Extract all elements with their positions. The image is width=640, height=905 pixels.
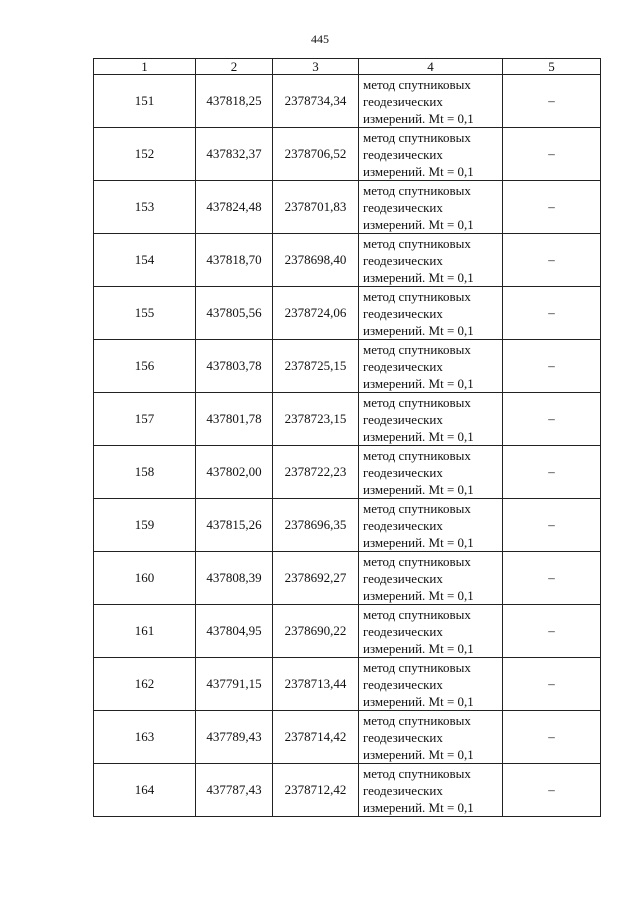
method-cell: [359, 181, 503, 234]
x-coordinate-cell: 437789,43: [196, 711, 273, 764]
method-line: метод спутниковых: [363, 448, 471, 463]
method-line: метод спутниковых: [363, 77, 471, 92]
method-line: метод спутниковых: [363, 766, 471, 781]
table-row: [94, 181, 601, 234]
y-coordinate-cell: 2378724,06: [273, 287, 359, 340]
method-line: измерений. Mt = 0,1: [363, 270, 474, 285]
point-number-cell: 152: [94, 128, 196, 181]
method-line: метод спутниковых: [363, 183, 471, 198]
method-line: геодезических: [363, 571, 443, 586]
x-coordinate-cell: 437805,56: [196, 287, 273, 340]
method-line: метод спутниковых: [363, 501, 471, 516]
method-line: геодезических: [363, 147, 443, 162]
note-cell: –: [503, 552, 601, 605]
method-line: измерений. Mt = 0,1: [363, 429, 474, 444]
point-number-cell: 156: [94, 340, 196, 393]
method-line: метод спутниковых: [363, 395, 471, 410]
point-number-cell: 161: [94, 605, 196, 658]
point-number-cell: 155: [94, 287, 196, 340]
table-row: [94, 711, 601, 764]
method-line: метод спутниковых: [363, 342, 471, 357]
method-line: геодезических: [363, 624, 443, 639]
method-line: геодезических: [363, 306, 443, 321]
method-line: геодезических: [363, 253, 443, 268]
x-coordinate-cell: 437815,26: [196, 499, 273, 552]
method-line: метод спутниковых: [363, 554, 471, 569]
table-row: [94, 552, 601, 605]
table-row: [94, 287, 601, 340]
note-cell: –: [503, 128, 601, 181]
method-line: геодезических: [363, 730, 443, 745]
y-coordinate-cell: 2378713,44: [273, 658, 359, 711]
point-number-cell: 154: [94, 234, 196, 287]
point-number-cell: 153: [94, 181, 196, 234]
table-header-row: [94, 59, 601, 75]
method-line: геодезических: [363, 465, 443, 480]
method-line: геодезических: [363, 518, 443, 533]
method-line: измерений. Mt = 0,1: [363, 800, 474, 815]
note-cell: –: [503, 181, 601, 234]
method-line: измерений. Mt = 0,1: [363, 217, 474, 232]
x-coordinate-cell: 437818,25: [196, 75, 273, 128]
column-header-3: 3: [273, 59, 359, 75]
x-coordinate-cell: 437832,37: [196, 128, 273, 181]
note-cell: –: [503, 393, 601, 446]
coordinates-table: [93, 58, 601, 817]
table-row: [94, 393, 601, 446]
method-line: геодезических: [363, 200, 443, 215]
method-cell: [359, 340, 503, 393]
method-line: измерений. Mt = 0,1: [363, 747, 474, 762]
x-coordinate-cell: 437824,48: [196, 181, 273, 234]
table-row: [94, 340, 601, 393]
x-coordinate-cell: 437803,78: [196, 340, 273, 393]
method-line: геодезических: [363, 783, 443, 798]
page-number: 445: [311, 32, 329, 46]
y-coordinate-cell: 2378725,15: [273, 340, 359, 393]
note-cell: –: [503, 499, 601, 552]
table-row: [94, 128, 601, 181]
y-coordinate-cell: 2378696,35: [273, 499, 359, 552]
method-cell: [359, 393, 503, 446]
method-cell: [359, 711, 503, 764]
table-row: [94, 234, 601, 287]
x-coordinate-cell: 437818,70: [196, 234, 273, 287]
method-line: измерений. Mt = 0,1: [363, 376, 474, 391]
method-cell: [359, 234, 503, 287]
x-coordinate-cell: 437787,43: [196, 764, 273, 817]
table-body: [94, 75, 601, 817]
y-coordinate-cell: 2378723,15: [273, 393, 359, 446]
note-cell: –: [503, 711, 601, 764]
y-coordinate-cell: 2378722,23: [273, 446, 359, 499]
note-cell: –: [503, 234, 601, 287]
method-line: измерений. Mt = 0,1: [363, 694, 474, 709]
point-number-cell: 162: [94, 658, 196, 711]
note-cell: –: [503, 446, 601, 499]
point-number-cell: 157: [94, 393, 196, 446]
y-coordinate-cell: 2378701,83: [273, 181, 359, 234]
method-cell: [359, 287, 503, 340]
table-row: [94, 499, 601, 552]
column-header-5: 5: [503, 59, 601, 75]
method-cell: [359, 658, 503, 711]
x-coordinate-cell: 437802,00: [196, 446, 273, 499]
method-cell: [359, 605, 503, 658]
point-number-cell: 159: [94, 499, 196, 552]
method-line: метод спутниковых: [363, 289, 471, 304]
point-number-cell: 158: [94, 446, 196, 499]
method-line: измерений. Mt = 0,1: [363, 482, 474, 497]
method-line: измерений. Mt = 0,1: [363, 323, 474, 338]
column-header-2: 2: [196, 59, 273, 75]
method-line: геодезических: [363, 359, 443, 374]
table-row: [94, 75, 601, 128]
table-row: [94, 605, 601, 658]
x-coordinate-cell: 437808,39: [196, 552, 273, 605]
note-cell: –: [503, 287, 601, 340]
point-number-cell: 160: [94, 552, 196, 605]
method-line: измерений. Mt = 0,1: [363, 588, 474, 603]
y-coordinate-cell: 2378734,34: [273, 75, 359, 128]
note-cell: –: [503, 605, 601, 658]
method-line: измерений. Mt = 0,1: [363, 641, 474, 656]
y-coordinate-cell: 2378706,52: [273, 128, 359, 181]
method-line: метод спутниковых: [363, 607, 471, 622]
method-cell: [359, 446, 503, 499]
method-cell: [359, 499, 503, 552]
x-coordinate-cell: 437804,95: [196, 605, 273, 658]
x-coordinate-cell: 437801,78: [196, 393, 273, 446]
method-line: метод спутниковых: [363, 130, 471, 145]
method-line: геодезических: [363, 677, 443, 692]
method-cell: [359, 75, 503, 128]
table-row: [94, 446, 601, 499]
method-line: метод спутниковых: [363, 713, 471, 728]
method-line: метод спутниковых: [363, 660, 471, 675]
column-header-4: 4: [359, 59, 503, 75]
note-cell: –: [503, 764, 601, 817]
point-number-cell: 151: [94, 75, 196, 128]
method-cell: [359, 764, 503, 817]
method-line: метод спутниковых: [363, 236, 471, 251]
y-coordinate-cell: 2378692,27: [273, 552, 359, 605]
point-number-cell: 163: [94, 711, 196, 764]
y-coordinate-cell: 2378690,22: [273, 605, 359, 658]
note-cell: –: [503, 658, 601, 711]
method-cell: [359, 128, 503, 181]
note-cell: –: [503, 340, 601, 393]
method-line: измерений. Mt = 0,1: [363, 535, 474, 550]
note-cell: –: [503, 75, 601, 128]
method-line: геодезических: [363, 94, 443, 109]
y-coordinate-cell: 2378712,42: [273, 764, 359, 817]
method-cell: [359, 552, 503, 605]
table-row: [94, 764, 601, 817]
x-coordinate-cell: 437791,15: [196, 658, 273, 711]
method-line: геодезических: [363, 412, 443, 427]
method-line: измерений. Mt = 0,1: [363, 111, 474, 126]
point-number-cell: 164: [94, 764, 196, 817]
method-line: измерений. Mt = 0,1: [363, 164, 474, 179]
y-coordinate-cell: 2378698,40: [273, 234, 359, 287]
column-header-1: 1: [94, 59, 196, 75]
y-coordinate-cell: 2378714,42: [273, 711, 359, 764]
table-row: [94, 658, 601, 711]
